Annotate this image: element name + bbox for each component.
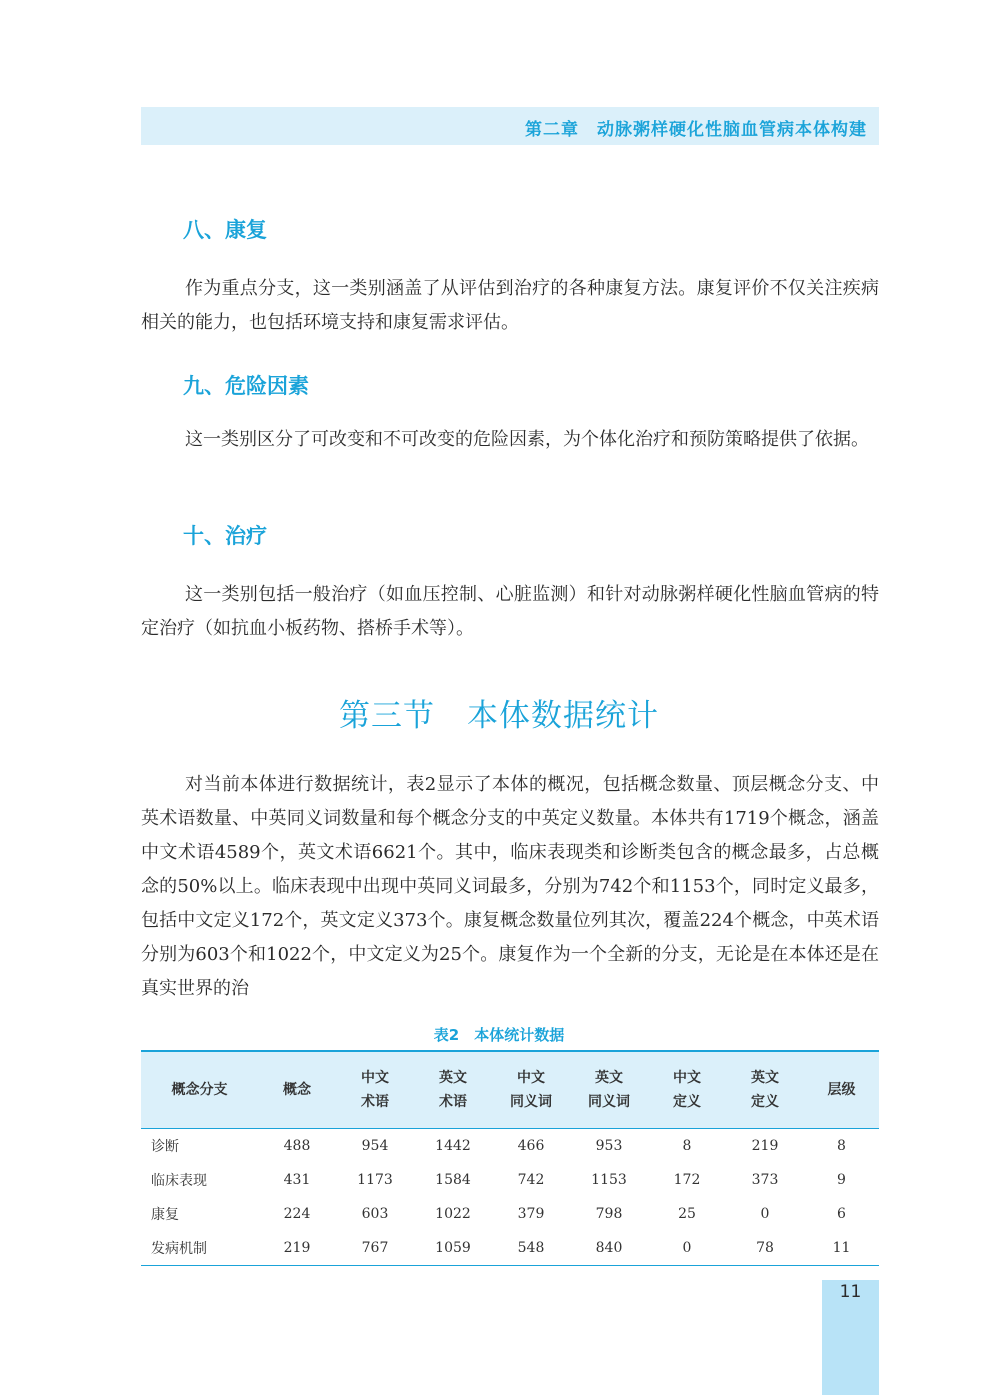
table-row (141, 1129, 879, 1164)
statistics-table (141, 1050, 879, 1266)
table-cell: 488 (283, 1138, 311, 1154)
table-header-text: 英文 (595, 1070, 623, 1086)
table-cell: 798 (595, 1206, 623, 1222)
table-header-cell (726, 1051, 804, 1129)
paragraph-risk-factors: 这一类别区分了可改变和不可改变的危险因素，为个体化治疗和预防策略提供了依据。 (185, 429, 869, 450)
table-header-text: 中文 (517, 1070, 545, 1086)
table-cell: 11 (804, 1231, 879, 1266)
table-cell: 1153 (591, 1172, 627, 1188)
table-header-text: 定义 (751, 1094, 779, 1110)
table-row-label: 诊断 (151, 1139, 179, 1155)
table-cell: 431 (283, 1172, 311, 1188)
table-header-text: 定义 (673, 1094, 701, 1110)
table-cell: 767 (336, 1231, 414, 1266)
table-cell: 1173 (357, 1172, 393, 1188)
table-cell: 6 (837, 1206, 846, 1222)
table-row-label: 临床表现 (151, 1173, 207, 1189)
table-header-text: 术语 (361, 1094, 389, 1110)
heading-risk-factors: 九、危险因素 (183, 374, 309, 398)
table-header-text: 英文 (439, 1070, 467, 1086)
table-cell: 8 (682, 1138, 692, 1154)
table-cell: 954 (361, 1138, 389, 1154)
table-header-text: 同义词 (510, 1094, 552, 1110)
table-row (141, 1197, 879, 1231)
table-cell: 466 (517, 1138, 545, 1154)
table-row-label: 发病机制 (141, 1231, 258, 1266)
running-header (141, 107, 879, 145)
table-cell: 373 (751, 1172, 779, 1188)
table-header-cell (336, 1051, 414, 1129)
table-cell: 219 (751, 1138, 779, 1154)
table-cell: 742 (517, 1172, 545, 1188)
table-cell: 172 (673, 1172, 701, 1188)
table-cell: 953 (595, 1138, 623, 1154)
table-header-cell (570, 1051, 648, 1129)
table-header-cell (492, 1051, 570, 1129)
table-cell: 0 (648, 1231, 726, 1266)
table-header-cell (258, 1051, 336, 1129)
table-cell: 840 (570, 1231, 648, 1266)
table-cell: 224 (283, 1206, 311, 1222)
paragraph-treatment: 这一类别包括一般治疗（如血压控制、心脏监测）和针对动脉粥样硬化性脑血管病的特定治疗（如抗血小板药物、搭桥手术等）。 (141, 584, 879, 639)
table-header-text: 中文 (361, 1070, 389, 1086)
table-header-text: 英文 (751, 1070, 779, 1086)
table-cell: 1584 (435, 1172, 471, 1188)
table-header-row (141, 1051, 879, 1129)
table-header-text: 层级 (827, 1082, 856, 1098)
page-tab (822, 1280, 879, 1395)
table-header-cell (141, 1051, 258, 1129)
table-header-cell (648, 1051, 726, 1129)
table-row-label: 康复 (151, 1207, 179, 1223)
paragraph-rehabilitation: 作为重点分支，这一类别涵盖了从评估到治疗的各种康复方法。康复评价不仅关注疾病相关的能力，也包括环境支持和康复需求评估。 (141, 278, 879, 333)
table-header-cell (804, 1051, 879, 1129)
table-cell: 548 (492, 1231, 570, 1266)
table-cell: 379 (517, 1206, 545, 1222)
table-cell: 9 (837, 1172, 846, 1188)
table-cell: 219 (258, 1231, 336, 1266)
page-number: 11 (839, 1282, 862, 1302)
table-caption: 表2 本体统计数据 (433, 1026, 565, 1044)
table-cell: 8 (837, 1138, 846, 1154)
table-cell: 1059 (414, 1231, 492, 1266)
table-header-text: 概念 (283, 1082, 311, 1098)
table-row (141, 1231, 879, 1266)
table-header-text: 术语 (439, 1094, 467, 1110)
table-cell: 78 (726, 1231, 804, 1266)
table-cell: 1442 (435, 1138, 471, 1154)
table-header-cell (414, 1051, 492, 1129)
heading-rehabilitation: 八、康复 (183, 218, 267, 242)
table-cell: 603 (361, 1206, 389, 1222)
heading-treatment: 十、治疗 (183, 524, 267, 548)
table-header-text: 中文 (673, 1070, 701, 1086)
table-cell: 0 (760, 1206, 770, 1222)
table-cell: 1022 (435, 1206, 471, 1222)
table-header-text: 概念分支 (171, 1082, 228, 1098)
table-row (141, 1163, 879, 1197)
table-body (141, 1129, 879, 1266)
table-cell: 25 (678, 1206, 696, 1222)
chapter-title: 第二章 动脉粥样硬化性脑血管病本体构建 (525, 120, 867, 140)
paragraph-statistics: 对当前本体进行数据统计，表2显示了本体的概况，包括概念数量、顶层概念分支、中英术语数量、中英同义词数量和每个概念分支的中英定义数量。本体共有1719个概念，涵盖中文术语4589个，英文术语6621个。其中，临床表现类和诊断类包含的概念最多，占总概念的50%以上。临床表现中出现中英同义词最多，分别为742个和1153个，同时定义最多，包括中文定义172个，英文定义373个。康复概念数量位列其次，覆盖224个概念，中英术语分别为603个和1022个，中文定义为25个。康复作为一个全新的分支，无论是在本体还是在真实世界的治 (141, 774, 879, 999)
table-header-text: 同义词 (588, 1094, 630, 1110)
section-title: 第三节 本体数据统计 (339, 698, 659, 734)
